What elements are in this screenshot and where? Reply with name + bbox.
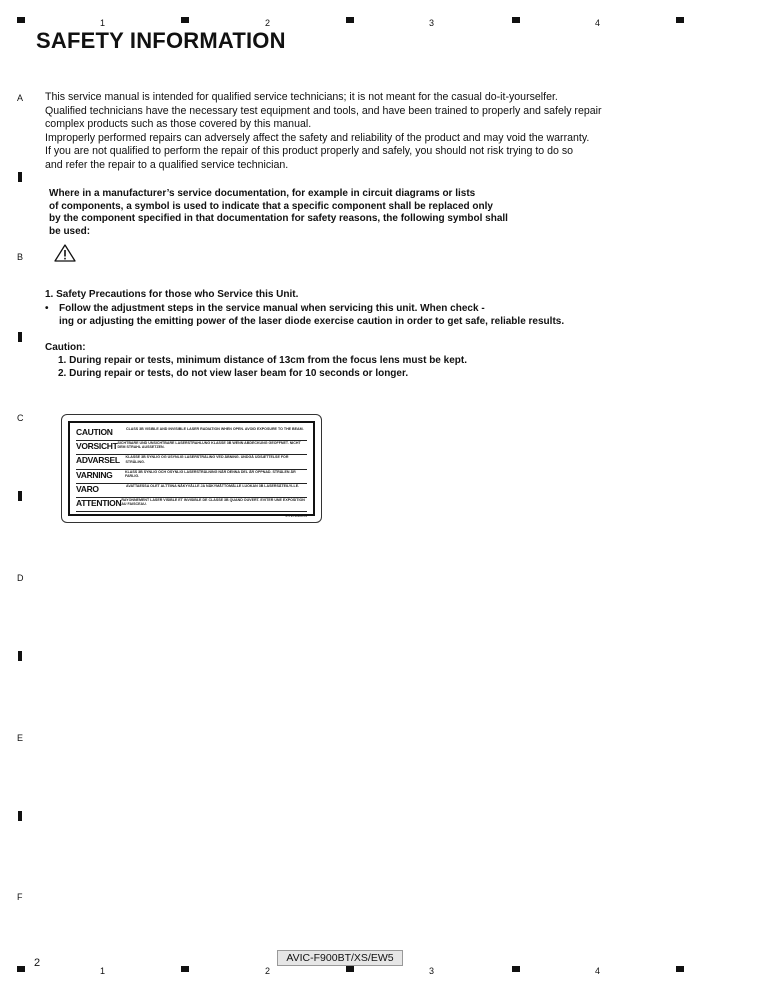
label-row-text: RAYONNEMENT LASER VISIBLE ET INVISIBLE DE CLASSE 3B QUAND OUVERT. EVITER UNE EXPOSITION AU FAISCEAU.: [121, 497, 305, 507]
label-row: [76, 427, 307, 441]
registration-mark: [512, 966, 520, 972]
column-number: 3: [429, 966, 435, 976]
registration-mark: [17, 966, 25, 972]
registration-mark: [346, 966, 354, 972]
label-row-text: KLASSE 3B SYNLIG OG USYNLIG LASERSTRÅLING VED ÅBNING. UNDGÅ UDSÆTTELSE FOR STRÅLING.: [125, 455, 289, 464]
label-row: [76, 441, 307, 455]
intro-line: If you are not qualified to perform the repair of this product properly and safely, you should not risk trying to do so: [45, 145, 574, 158]
registration-mark: [181, 966, 189, 972]
note-line: of components, a symbol is used to indicate that a specific component shall be replaced only: [49, 200, 493, 212]
registration-mark: [18, 491, 22, 501]
label-row-title: VARO: [76, 483, 99, 494]
note-line: be used:: [49, 226, 91, 238]
label-row: [76, 470, 307, 484]
registration-mark: [18, 332, 22, 342]
intro-line: Qualified technicians have the necessary test equipment and tools, and have been trained to properly and safely repair: [45, 104, 602, 117]
bullet-symbol: •: [45, 302, 49, 314]
label-frame: [68, 421, 315, 519]
section-heading: 1. Safety Precautions for those who Service this Unit.: [45, 289, 299, 300]
model-number: AVIC-F900BT/XS/EW5: [277, 950, 403, 966]
registration-mark: [18, 651, 22, 661]
note-line: by the component specified in that documentation for safety reasons, the following symbol shall: [49, 213, 508, 225]
column-number: 1: [100, 18, 106, 28]
registration-mark: [181, 17, 189, 23]
label-row-title: ADVARSEL: [76, 455, 120, 466]
label-row-text: AVATTAESSA OLET ALTTIINA NÄKYVÄLLE JA NÄKYMÄTTÖMÄLLE LUOKAN 3B LASERSÄTEILYLLE.: [126, 483, 300, 488]
column-number: 2: [265, 966, 271, 976]
label-row: [76, 455, 307, 469]
registration-mark: [676, 17, 684, 23]
column-number: 4: [595, 18, 601, 28]
caution-item: 1. During repair or tests, minimum distance of 13cm from the focus lens must be kept.: [58, 355, 467, 366]
label-row-title: CAUTION: [76, 427, 113, 437]
intro-line: complex products such as those covered by this manual.: [45, 118, 312, 131]
caution-item: 2. During repair or tests, do not view laser beam for 10 seconds or longer.: [58, 368, 409, 379]
bullet-line: ing or adjusting the emitting power of the laser diode exercise caution in order to get safe, reliable results.: [59, 316, 565, 327]
registration-mark: [512, 17, 520, 23]
row-letter: D: [17, 573, 24, 583]
registration-mark: [17, 17, 25, 23]
registration-mark: [346, 17, 354, 23]
intro-line: This service manual is intended for qualified service technicians; it is not meant for the casual do-it-yourselfer.: [45, 91, 558, 103]
safety-symbol-note: [49, 188, 649, 239]
row-letter: F: [17, 892, 23, 902]
row-letter: C: [17, 413, 24, 423]
row-letter: B: [17, 252, 24, 262]
label-row-text: SICHTBARE UND UNSICHTBARE LASERSTRAHLUNG KLASSE 3B WENN ABDECKUNG GEÖFFNET. NICHT DEM STRAHL AUSSETZEN.: [117, 441, 301, 450]
label-row-text: KLASS 3B SYNLIG OCH OSYNLIG LASERSTRÅLNING NÄR DENNA DEL ÄR ÖPPNAD. STRÅLEN ÄR FARLIG.: [124, 469, 296, 478]
label-row: [76, 498, 307, 512]
column-number: 3: [429, 18, 435, 28]
label-row-title: ATTENTION: [76, 497, 122, 508]
label-row-text: CLASS 3B VISIBLE AND INVISIBLE LASER RADIATION WHEN OPEN. AVOID EXPOSURE TO THE BEAM.: [126, 427, 304, 431]
intro-line: Improperly performed repairs can adversely affect the safety and reliability of the product and may void the warranty.: [45, 131, 590, 144]
column-number: 2: [265, 18, 271, 28]
label-row: [76, 484, 307, 498]
bullet-item: [45, 302, 665, 329]
caution-section: [45, 341, 665, 380]
section-safety-precautions: [45, 288, 665, 329]
registration-mark: [18, 811, 22, 821]
page-number: 2: [34, 957, 41, 969]
label-row-title: VORSICHT: [76, 441, 118, 452]
warning-triangle-icon: [54, 244, 76, 267]
label-part-number: VRW1880-A: [284, 513, 307, 519]
column-number: 4: [595, 966, 601, 976]
row-letter: E: [17, 733, 24, 743]
caution-heading: Caution:: [45, 342, 86, 353]
row-letter: A: [17, 93, 24, 103]
registration-mark: [18, 172, 22, 182]
page-title: SAFETY INFORMATION: [36, 28, 286, 53]
bullet-line: Follow the adjustment steps in the service manual when servicing this unit. When check -: [59, 302, 485, 314]
label-row-title: VARNING: [76, 469, 113, 480]
registration-mark: [676, 966, 684, 972]
intro-paragraph: [45, 91, 685, 173]
note-line: Where in a manufacturer’s service documentation, for example in circuit diagrams or lists: [49, 188, 476, 199]
column-number: 1: [100, 966, 106, 976]
intro-line: and refer the repair to a qualified service technician.: [45, 158, 289, 171]
laser-warning-label: [61, 414, 322, 523]
